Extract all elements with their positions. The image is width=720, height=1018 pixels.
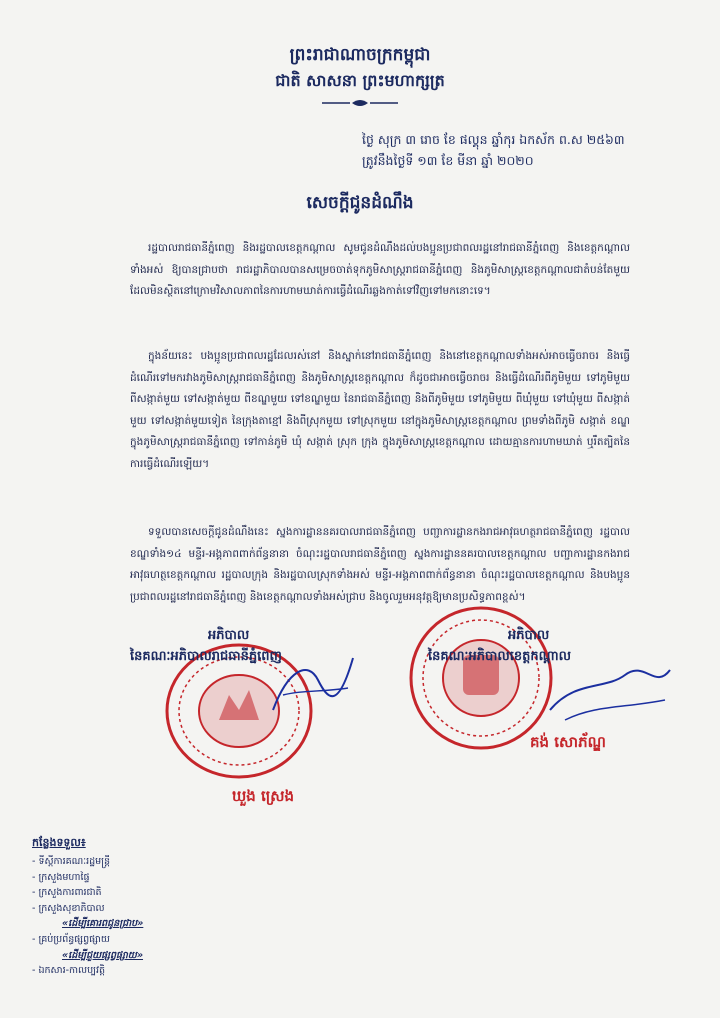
distribution-list (32, 854, 143, 979)
left-signatory-office: នៃគណៈអភិបាលរាជធានីភ្នំពេញ (130, 649, 282, 664)
distribution-item: - ក្រសួងការពារជាតិ (32, 887, 102, 899)
distribution-heading: កន្លែងទទួល៖ (32, 836, 86, 849)
distribution-item: - ទីស្ដីការគណៈរដ្ឋមន្ត្រី (32, 856, 111, 867)
distribution-item: - ឯកសារ-កាលប្បវត្តិ (32, 965, 106, 977)
distribution-item: - ក្រសួងសុខាភិបាល (32, 902, 105, 914)
distribution-note: «ដើម្បីជួយផ្សព្វផ្សាយ» (62, 949, 144, 961)
right-handwritten-signature (545, 660, 675, 730)
left-handwritten-signature (268, 650, 358, 720)
left-signatory-name: ឃួង ស្រេង (232, 787, 295, 805)
document-title: សេចក្ដីជូនដំណឹង (306, 193, 414, 213)
distribution-item: - គ្រប់ប្រព័ន្ធផ្សព្វផ្សាយ (32, 933, 110, 945)
right-signatory-name: គង់ សោភ័ណ្ឌ (530, 733, 606, 751)
distribution-note: «ដើម្បីគោរពជូនជ្រាប» (62, 918, 144, 930)
distribution-item: - ក្រសួងមហាផ្ទៃ (32, 871, 90, 883)
lunar-date: ថ្ងៃ សុក្រ ៣ រោច ខែ ផល្គុន ឆ្នាំកុរ ឯកស័ក ព.ស ២៥៦៣ (362, 132, 625, 147)
kingdom-header: ព្រះរាជាណាចក្រកម្ពុជា (289, 45, 431, 65)
left-signatory-title: អភិបាល (208, 628, 250, 643)
body-paragraph-1: រដ្ឋបាលរាជធានីភ្នំពេញ និងរដ្ឋបាលខេត្តកណ្ដាល សូមជូនដំណឹងដល់បងប្អូនប្រជាពលរដ្ឋនៅរាជធានីភ្នំពេញ និងខេត្តកណ្ដាលទាំងអស់ ឱ្យបានជ្រាបថា រាជរដ្ឋាភិបាលបានសម្រេចចាត់ទុកភូមិសាស្ត្ររាជធានីភ្នំពេញ និងភូមិសាស្ត្រខេត្តកណ្ដាលជាតំបន់តែមួយ ដែលមិនស្ថិតនៅក្រោមវិសាលភាពនៃការហាមឃាត់ការធ្វើដំណើរឆ្លងកាត់ទៅវិញទៅមកនោះទេ។ (130, 242, 630, 297)
body-paragraph-3: ទទួលបានសេចក្ដីជូនដំណឹងនេះ ស្នងការដ្ឋាននគរបាលរាជធានីភ្នំពេញ បញ្ជាការដ្ឋានកងរាជអាវុធហត្ថរាជធានីភ្នំពេញ រដ្ឋបាលខណ្ឌទាំង១៤ មន្ទីរ-អង្គភាពពាក់ព័ន្ធនានា ចំណុះរដ្ឋបាលរាជធានីភ្នំពេញ ស្នងការដ្ឋាននគរបាលខេត្តកណ្ដាល បញ្ជាការដ្ឋានកងរាជអាវុធហត្ថខេត្តកណ្ដាល រដ្ឋបាលក្រុង និងរដ្ឋបាលស្រុកទាំងអស់ មន្ទីរ-អង្គភាពពាក់ព័ន្ធនានា ចំណុះរដ្ឋបាលខេត្តកណ្ដាល និងបងប្អូនប្រជាពលរដ្ឋនៅរាជធានីភ្នំពេញ និងខេត្តកណ្ដាលទាំងអស់ជ្រាប និងចូលរួមអនុវត្តឱ្យមានប្រសិទ្ធភាពខ្ពស់។ (130, 526, 630, 603)
ornament-divider (320, 98, 400, 108)
right-signatory-office: នៃគណៈអភិបាលខេត្តកណ្ដាល (428, 649, 571, 664)
solar-date: ត្រូវនឹងថ្ងៃទី ១៣ ខែ មីនា ឆ្នាំ ២០២០ (362, 153, 534, 168)
body-paragraph-2: ក្នុងន័យនេះ បងប្អូនប្រជាពលរដ្ឋដែលរស់នៅ និងស្នាក់នៅរាជធានីភ្នំពេញ និងនៅខេត្តកណ្ដាលទាំងអស់អាចធ្វើចរាចរ និងធ្វើដំណើរទៅមករវាងភូមិសាស្ត្ររាជធានីភ្នំពេញ និងភូមិសាស្ត្រខេត្តកណ្ដាល ក៏ដូចជាអាចធ្វើចរាចរ និងធ្វើដំណើរពីភូមិមួយ ទៅភូមិមួយ ពីសង្កាត់មួយ ទៅសង្កាត់មួយ ពីខណ្ឌមួយ ទៅខណ្ឌមួយ នៃរាជធានីភ្នំពេញ និងពីភូមិមួយ ទៅភូមិមួយ ពីឃុំមួយ ទៅឃុំមួយ ពីសង្កាត់មួយ ទៅសង្កាត់មួយទៀត នៃក្រុងតាខ្មៅ និងពីស្រុកមួយ ទៅស្រុកមួយ នៅក្នុងភូមិសាស្ត្រខេត្តកណ្ដាល ព្រមទាំងពីភូមិ សង្កាត់ ខណ្ឌ ក្នុងភូមិសាស្ត្ររាជធានីភ្នំពេញ ទៅកាន់ភូមិ ឃុំ សង្កាត់ ស្រុក ក្រុង ក្នុងភូមិសាស្ត្រខេត្តកណ្ដាល ដោយគ្មានការហាមឃាត់ ឬរឹតត្បិតនៃការធ្វើដំណើរឡើយ។ (130, 350, 630, 470)
right-signatory-title: អភិបាល (508, 628, 550, 643)
motto-header: ជាតិ សាសនា ព្រះមហាក្សត្រ (275, 71, 445, 90)
